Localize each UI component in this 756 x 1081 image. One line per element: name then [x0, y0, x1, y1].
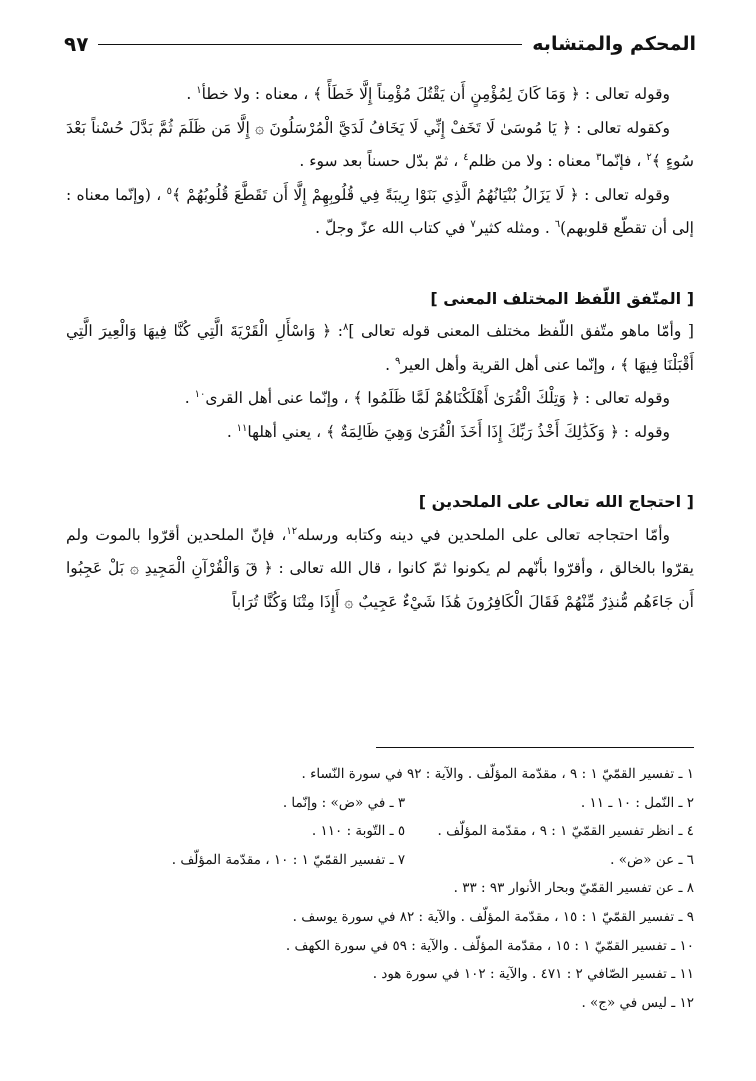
footnote-ref-7: ٧ — [470, 218, 476, 230]
header-rule — [98, 44, 522, 45]
paragraph-1: وقوله تعالى : ﴿ وَمَا كَانَ لِمُؤْمِنٍ أَن يَقْتُلَ مُؤْمِناً إِلَّا خَطَأً ﴾ ، معناه : ولا خطأ$^١$ . — [186, 84, 670, 103]
footnote-9: ٩ ـ تفسير القمّيّ ١ : ١٥ ، مقدّمة المؤلّف . والآية : ٨٢ في سورة يوسف . — [292, 908, 694, 925]
footnote-3: ٣ ـ في «ض» : وإنّما . — [282, 794, 406, 811]
paragraph-3d-text: في كتاب الله عزّ وجلّ . — [315, 219, 466, 237]
page-number: ٩٧ — [64, 32, 89, 56]
paragraph-3-text: وقوله تعالى : ﴿ لَا يَزَالُ بُنْيَانُهُمُ الَّذِي بَنَوْا رِيبَةً فِي قُلُوبِهِمْ إِلَّا أَن تَقَطَّعَ قُلُوبُهُمْ ﴾ — [171, 185, 670, 204]
section2-paragraph-1 — [66, 519, 694, 620]
section1-paragraph-3: وقوله : ﴿ وَكَذَٰلِكَ أَخْذُ رَبِّكَ إِذَا أَخَذَ الْقُرَىٰ وَهِيَ ظَالِمَةٌ ﴾ ، يعني أهلها$^{١١}$ . — [226, 422, 670, 441]
footnote-ref-5: ٥ — [166, 185, 172, 197]
footnote-11: ١١ ـ تفسير الصّافي ٢ : ٤٧١ . والآية : ١٠٢ في سورة هود . — [372, 966, 694, 983]
footnote-2: ٢ ـ النّمل : ١٠ ـ ١١ . — [580, 794, 694, 811]
section2-paragraph-1b-text: ، فإنّ الملحدين أقرّوا بالموت ولم يقرّوا بالخالق ، وأقرّوا بأنّهم لم يكونوا ثمّ كانوا ، قال الله تعالى : ﴿ قٓ وَالْقُرْآنِ الْمَجِيدِ ۞ بَلْ عَجِبُوا أَن جَاءَهُم مُّنذِرٌ مِّنْهُمْ فَقَالَ الْكَافِرُونَ هَٰذَا شَيْءٌ عَجِيبٌ ۞ أَإِذَا مِتْنَا وَكُنَّا تُرَاباً — [66, 525, 694, 611]
footnote-ref-8: ٨ — [342, 321, 349, 333]
footnote-ref-11: ١١ — [236, 422, 248, 434]
paragraph-3c-text: . ومثله كثير — [475, 219, 550, 237]
paragraph-2c-text: معناه : ولا من ظلم — [468, 152, 592, 170]
paragraph-2 — [66, 112, 694, 179]
paragraph-2-text: وكقوله تعالى : ﴿ يَا مُوسَىٰ لَا تَخَفْ إِنِّي لَا يَخَافُ لَدَيَّ الْمُرْسَلُونَ ۞ إِلَّا مَن ظَلَمَ ثُمَّ بَدَّلَ حُسْناً بَعْدَ سُوءٍ ﴾ — [66, 118, 694, 170]
footnote-12: ١٢ ـ ليس في «ج» . — [581, 994, 694, 1011]
footnote-1: ١ ـ تفسير القمّيّ ١ : ٩ ، مقدّمة المؤلّف . والآية : ٩٢ في سورة النّساء . — [301, 766, 694, 782]
footnote-ref-9: ٩ — [394, 355, 401, 367]
section1-paragraph-3-text: وقوله : ﴿ وَكَذَٰلِكَ أَخْذُ رَبِّكَ إِذَا أَخَذَ الْقُرَىٰ وَهِيَ ظَالِمَةٌ ﴾ ، يعني أهلها — [247, 422, 670, 441]
paragraph-1-text: وقوله تعالى : ﴿ وَمَا كَانَ لِمُؤْمِنٍ أَن يَقْتُلَ مُؤْمِناً إِلَّا خَطَأً ﴾ ، معناه : ولا خطأ — [201, 85, 670, 103]
footnote-row-6-7 — [66, 846, 694, 875]
paragraph-2d-text: ، ثمّ بدّل حسناً بعد سوء . — [299, 152, 459, 170]
paragraph-3b-text: ، (وإنّما معناه : إلى أن تقطّع قلوبهم) — [66, 185, 694, 237]
footnote-ref-12: ١٢ — [286, 525, 298, 537]
section1-paragraph-1: [ وأمّا ماهو متّفق اللّفظ مختلف المعنى قوله تعالى ]$^٨$: ﴿ وَاسْأَلِ الْقَرْيَةَ الَّتِي كُنَّا فِيهَا وَالْعِيرَ الَّتِي أَقْبَلْنَا فِيهَا ﴾ ، وإنّما عنى أهل القرية وأهل العير$^٩$ . — [66, 321, 694, 374]
paragraph-3 — [66, 179, 694, 246]
footnote-ref-2: ٢ — [646, 151, 652, 163]
footnote-row-4-5 — [66, 817, 694, 846]
section2-paragraph-1-text: وأمّا احتجاجه تعالى على الملحدين في دينه وكتابه ورسله — [297, 525, 670, 544]
section1-paragraph-1b-text: : ﴿ وَاسْأَلِ الْقَرْيَةَ الَّتِي كُنَّا فِيهَا وَالْعِيرَ الَّتِي أَقْبَلْنَا فِيهَا ﴾ ، وإنّما عنى أهل القرية وأهل العير — [66, 322, 694, 374]
page-header — [64, 30, 696, 58]
footnote-ref-4: ٤ — [463, 151, 469, 163]
section1-paragraph-2-text: وقوله تعالى : ﴿ وَتِلْكَ الْقُرَىٰ أَهْلَكْنَاهُمْ لَمَّا ظَلَمُوا ﴾ ، وإنّما عنى أهل القرى — [205, 389, 670, 407]
footnote-7: ٧ ـ تفسير القمّيّ ١ : ١٠ ، مقدّمة المؤلّف . — [171, 851, 406, 868]
footnote-ref-10: ١٠ — [194, 388, 206, 400]
footnote-separator — [376, 747, 694, 748]
footnote-4: ٤ ـ انظر تفسير القمّيّ ١ : ٩ ، مقدّمة المؤلّف . — [437, 823, 694, 840]
footnote-5: ٥ ـ التّوبة : ١١٠ . — [311, 823, 406, 840]
footnotes — [66, 760, 694, 1017]
footnote-ref-1: ١ — [196, 84, 202, 96]
footnote-10: ١٠ ـ تفسير القمّيّ ١ : ١٥ ، مقدّمة المؤلّف . والآية : ٥٩ في سورة الكهف . — [285, 937, 694, 954]
running-title: المحكم والمتشابه — [532, 33, 696, 55]
section-heading-argument: [ احتجاج الله تعالى على الملحدين ] — [418, 492, 694, 511]
section1-paragraph-1-text: [ وأمّا ماهو متّفق اللّفظ مختلف المعنى قوله تعالى ] — [348, 322, 694, 340]
footnote-8: ٨ ـ عن تفسير القمّيّ وبحار الأنوار ٩٣ : ٣٣ . — [453, 880, 694, 897]
footnote-6: ٦ ـ عن «ض» . — [610, 851, 694, 868]
section-heading-homonyms: [ المتّفق اللّفظ المختلف المعنى ] — [430, 288, 694, 308]
section1-paragraph-2: وقوله تعالى : ﴿ وَتِلْكَ الْقُرَىٰ أَهْلَكْنَاهُمْ لَمَّا ظَلَمُوا ﴾ ، وإنّما عنى أهل القرى$^{١٠}$ . — [184, 388, 670, 407]
page-body — [66, 78, 694, 619]
footnote-ref-3: ٣ — [595, 151, 602, 163]
footnote-row-2-3 — [66, 789, 694, 818]
footnote-ref-6: ٦ — [554, 218, 561, 230]
paragraph-2b-text: ، فإنّما — [601, 152, 642, 170]
